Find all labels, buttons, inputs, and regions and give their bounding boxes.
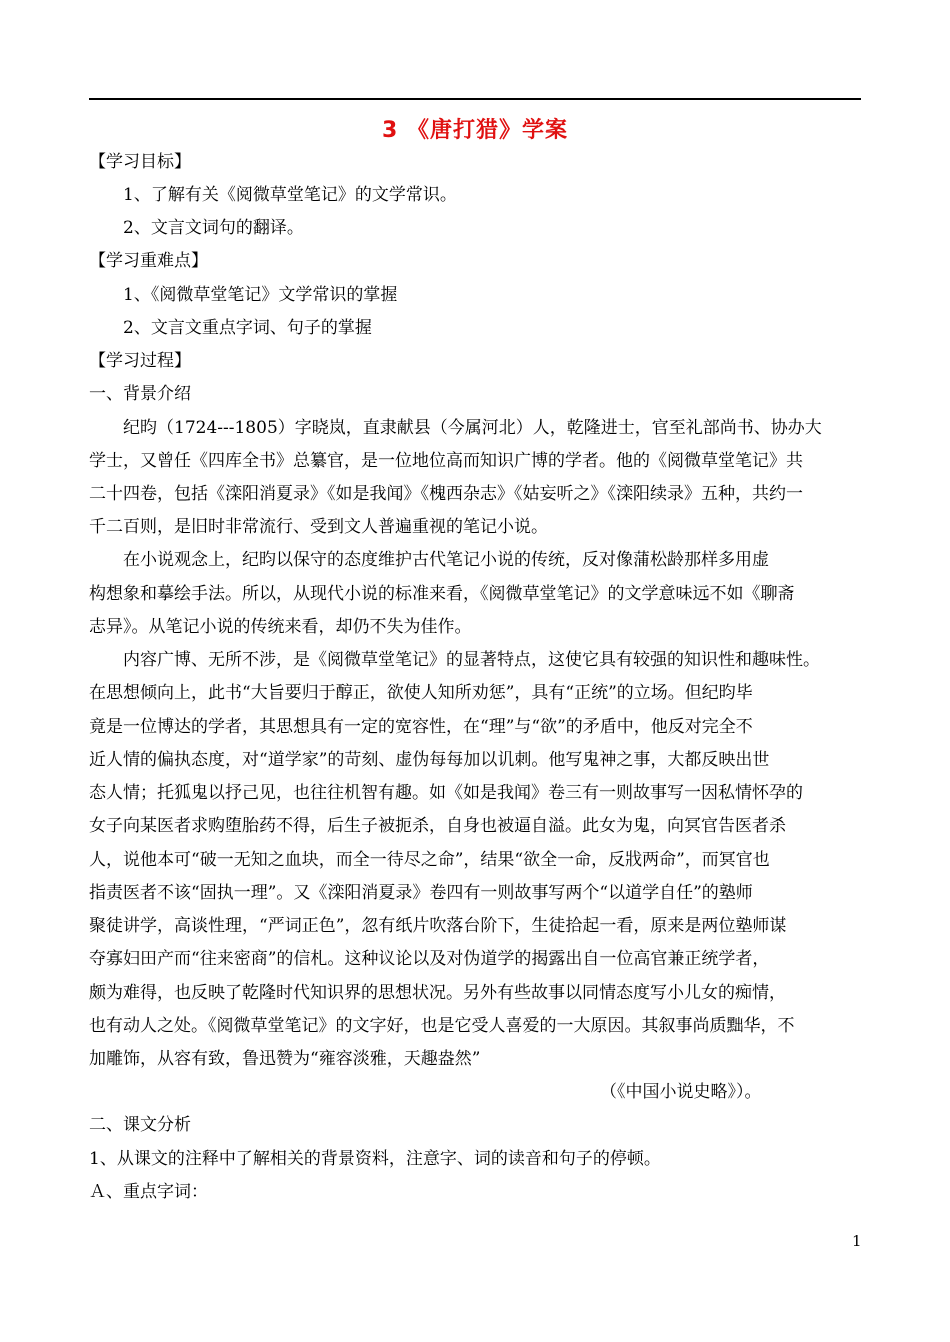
para1-line: 学士，又曾任《四库全书》总纂官，是一位地位高而知识广博的学者。他的《阅微草堂笔记》共: [89, 451, 803, 471]
citation: （《中国小说史略》）。: [600, 1082, 762, 1102]
para2-line: 志异》。从笔记小说的传统来看，却仍不失为佳作。: [89, 617, 472, 637]
para3-line: 在思想倾向上，此书“大旨要归于醇正，欲使人知所劝惩”，具有“正统”的立场。但纪昀毕: [89, 683, 753, 703]
para2-line: 在小说观念上，纪昀以保守的态度维护古代笔记小说的传统，反对像蒲松龄那样多用虚: [123, 550, 769, 570]
para3-line: 指责医者不该“固执一理”。又《滦阳消夏录》卷四有一则故事写两个“以道学自任”的塾师: [89, 883, 753, 903]
para1-line: 二十四卷，包括《滦阳消夏录》《如是我闻》《槐西杂志》《姑妄听之》《滦阳续录》五种，共约一: [89, 484, 803, 504]
para3-line: 夺寡妇田产而“往来密商”的信札。这种议论以及对伪道学的揭露出自一位高官兼正统学者，: [89, 949, 770, 969]
top-rule: [89, 98, 861, 100]
para3-line: 颇为难得，也反映了乾隆时代知识界的思想状况。另外有些故事以同情态度写小儿女的痴情，: [89, 983, 786, 1003]
part2-heading: 二、课文分析: [89, 1115, 191, 1135]
process-heading: 【学习过程】: [89, 351, 191, 371]
para1-line: 千二百则，是旧时非常流行、受到文人普遍重视的笔记小说。: [89, 517, 548, 537]
part2-item-a: Ａ、重点字词：: [89, 1182, 208, 1202]
para3-line: 也有动人之处。《阅微草堂笔记》的文字好，也是它受人喜爱的一大原因。其叙事尚质黜华，不: [89, 1016, 795, 1036]
para2-line: 构想象和摹绘手法。所以，从现代小说的标准来看，《阅微草堂笔记》的文学意味远不如《聊斋: [89, 584, 795, 604]
para3-line: 态人情；托狐鬼以抒己见，也往往机智有趣。如《如是我闻》卷三有一则故事写一因私情怀孕的: [89, 783, 803, 803]
part1-heading: 一、背景介绍: [89, 384, 191, 404]
part2-item: 1、从课文的注释中了解相关的背景资料，注意字、词的读音和句子的停顿。: [89, 1149, 661, 1169]
goals-heading: 【学习目标】: [89, 152, 191, 172]
para3-line: 内容广博、无所不涉，是《阅微草堂笔记》的显著特点，这使它具有较强的知识性和趣味性。: [123, 650, 820, 670]
para3-line: 人，说他本可“破一无知之血块，而全一待尽之命”，结果“欲全一命，反戕两命”，而冥官也: [89, 850, 770, 870]
page-title: 3 《唐打猎》学案: [382, 118, 568, 143]
para3-line: 聚徒讲学，高谈性理，“严词正色”，忽有纸片吹落台阶下，生徒拾起一看，原来是两位塾师谋: [89, 916, 787, 936]
key-item: 2、文言文重点字词、句子的掌握: [123, 318, 372, 338]
key-heading: 【学习重难点】: [89, 251, 208, 271]
goal-item: 1、了解有关《阅微草堂笔记》的文学常识。: [123, 185, 457, 205]
page-number: 1: [852, 1232, 862, 1250]
para3-line: 女子向某医者求购堕胎药不得，后生子被扼杀，自身也被逼自溢。此女为鬼，向冥官告医者杀: [89, 816, 786, 836]
key-item: 1、《阅微草堂笔记》文学常识的掌握: [123, 285, 398, 305]
para3-line: 近人情的偏执态度，对“道学家”的苛刻、虚伪每每加以讥刺。他写鬼神之事，大都反映出世: [89, 750, 770, 770]
goal-item: 2、文言文词句的翻译。: [123, 218, 304, 238]
para1-line: 纪昀（1724---1805）字晓岚，直隶献县（今属河北）人，乾隆进士，官至礼部尚书、协办大: [123, 418, 822, 438]
para3-line: 加雕饰，从容有致，鲁迅赞为“雍容淡雅，天趣盎然”: [89, 1049, 481, 1069]
para3-line: 竟是一位博达的学者，其思想具有一定的宽容性，在“理”与“欲”的矛盾中，他反对完全不: [89, 717, 753, 737]
